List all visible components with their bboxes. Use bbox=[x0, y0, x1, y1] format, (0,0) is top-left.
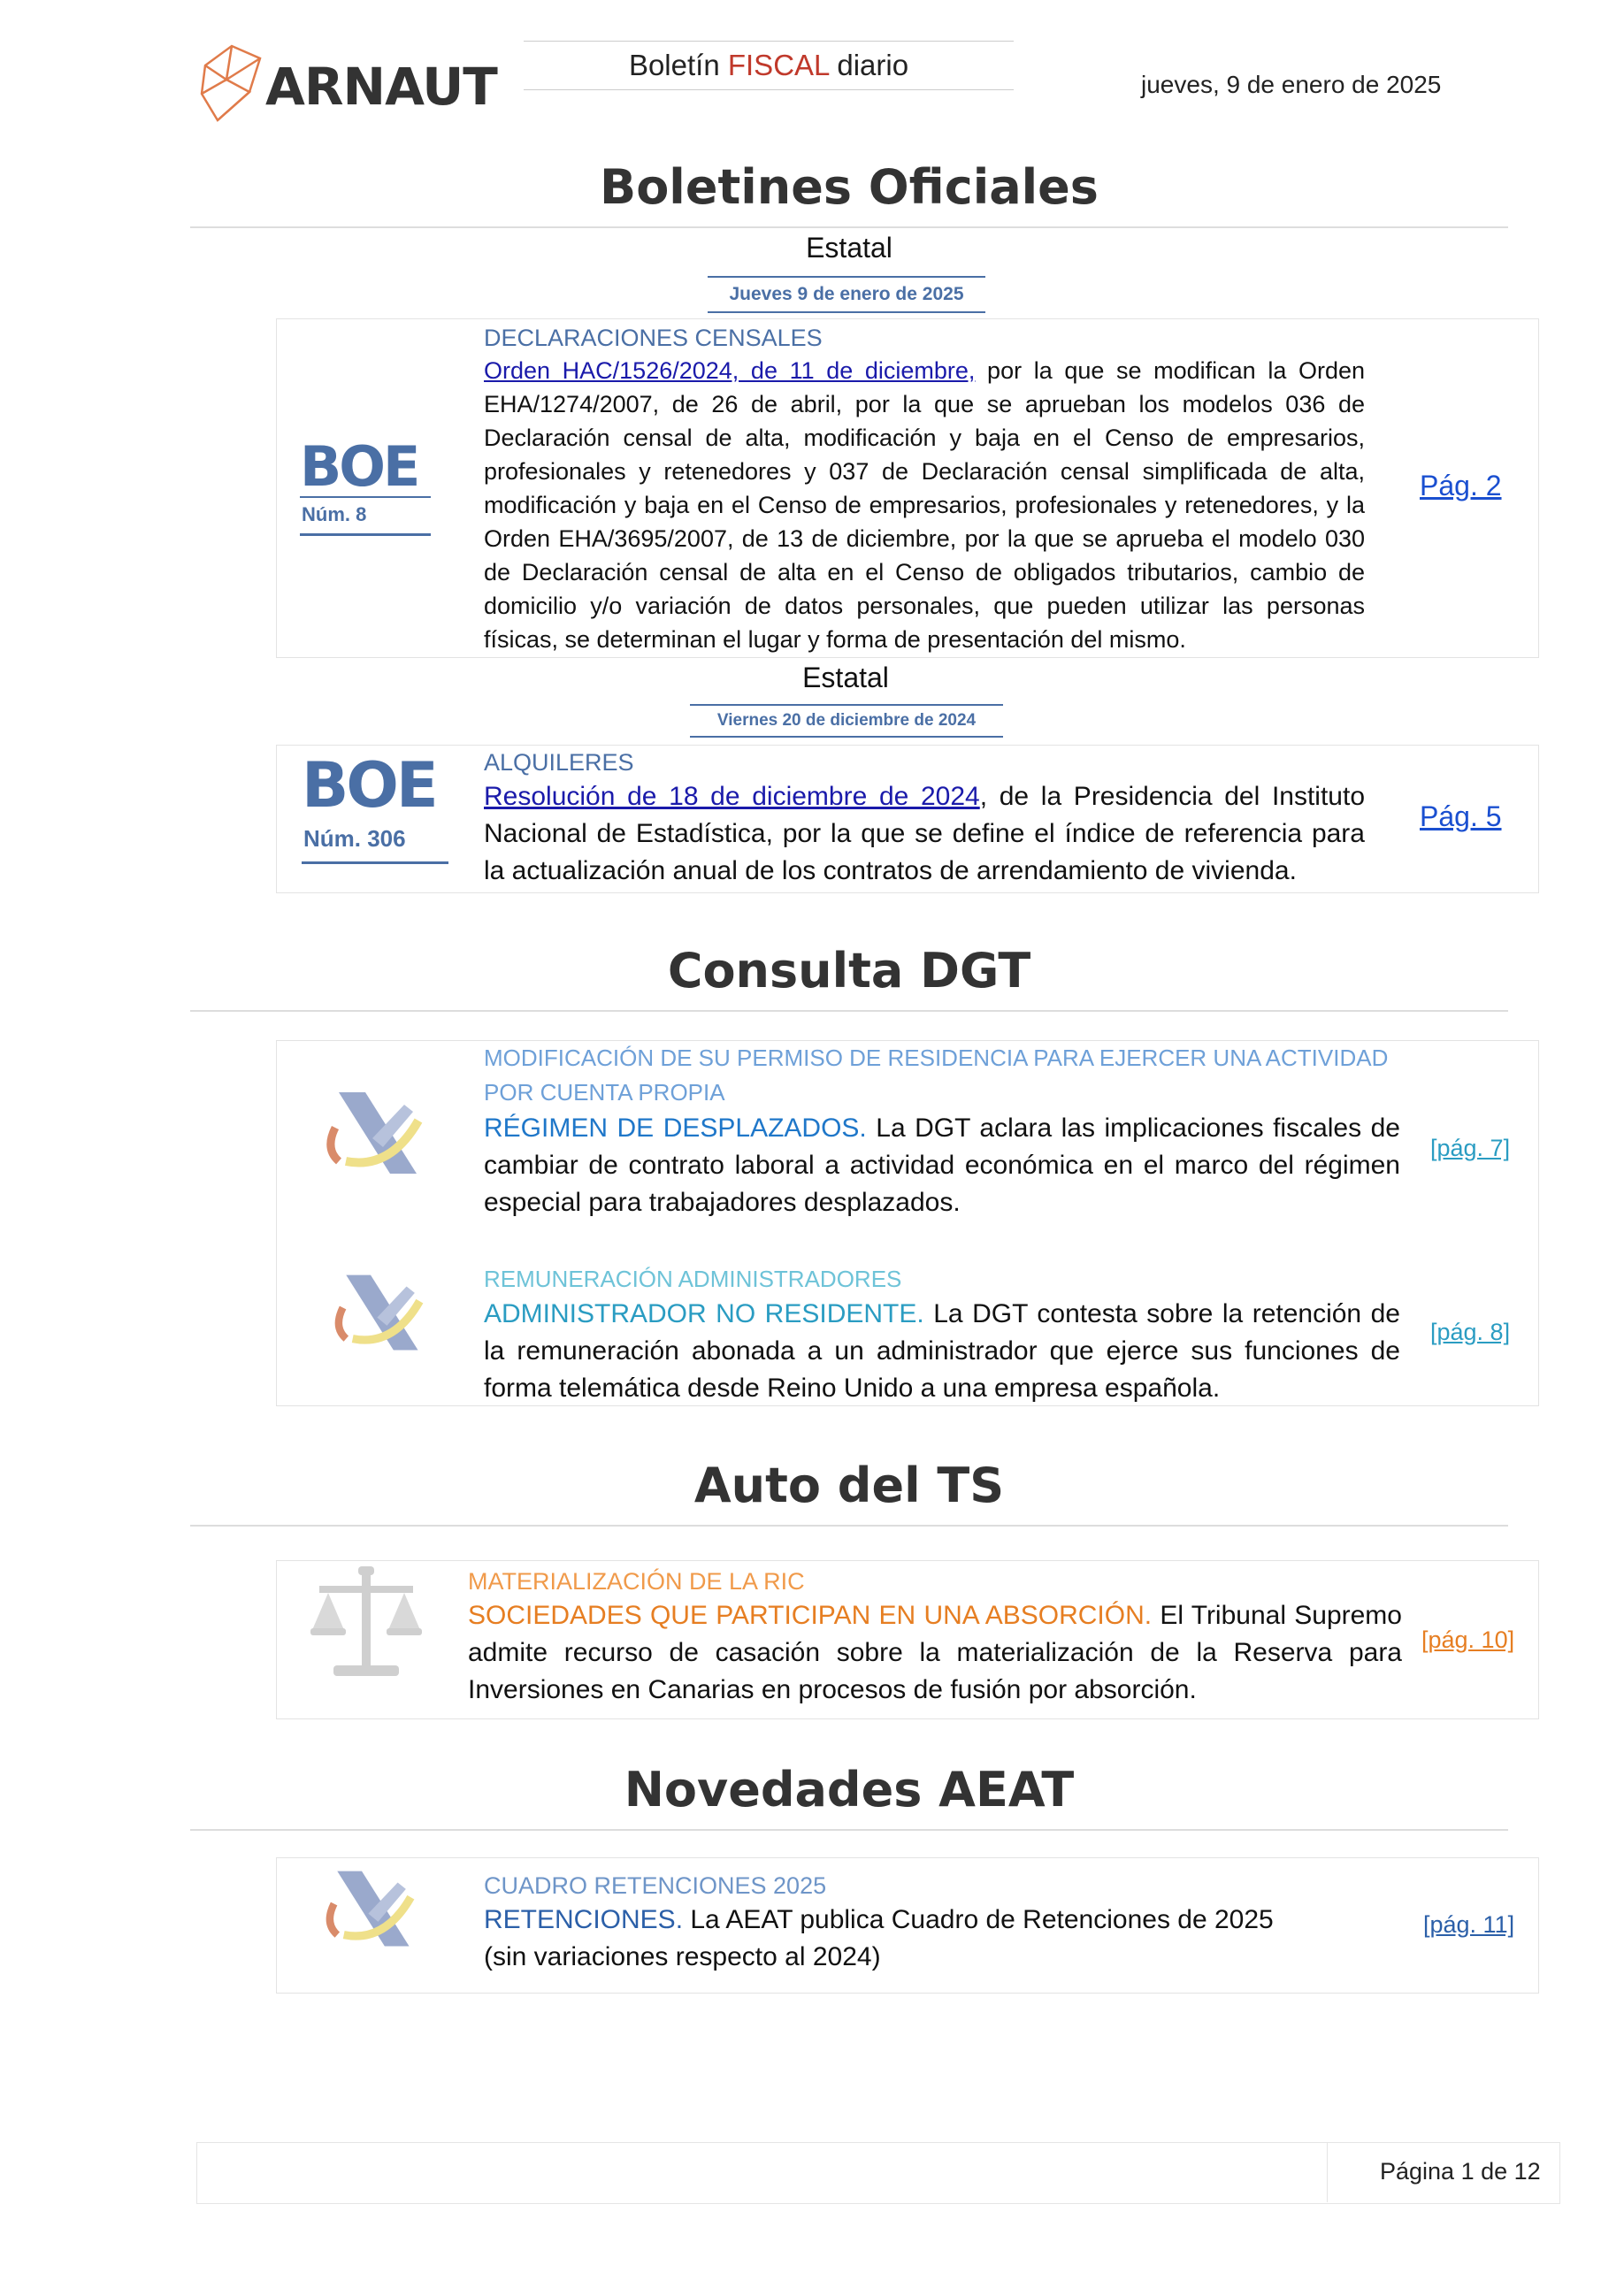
entry-text bbox=[484, 354, 1365, 656]
boe-card-2 bbox=[276, 745, 1539, 893]
section-rule bbox=[190, 1525, 1508, 1527]
entry-text bbox=[484, 1902, 1400, 1976]
scales-icon bbox=[307, 1563, 425, 1681]
entry-description: , de la Presidencia del Instituto Nacional de Estadística, por la que se define el índice de referencia para la actualización anual de los contratos de arrendamiento de vivienda. bbox=[484, 782, 1365, 886]
entry-note: (sin variaciones respecto al 2024) bbox=[484, 1942, 881, 1972]
entry-description: La AEAT publica Cuadro de Retenciones de 2025 bbox=[683, 1905, 1274, 1935]
page-number: Página 1 de 12 bbox=[1380, 2158, 1541, 2185]
entry-description: por la que se modifican la Orden EHA/1274/2007, de 26 de abril, por la que se aprueban los modelos 036 de Declaración censal de alta, modificación y baja en el Censo de empresarios, profesionales y retenedores y 037 de Declaración censal simplificada de alta, modificación y baja en el Censo de empresarios, profesionales y retenedores, y la Orden EHA/3695/2007, de 13 de diciembre, por la que se aprueba el modelo 030 de Declaración censal de alta en el Censo de obligados tributarios, cambio de domicilio y/o variación de datos personales, que pueden utilizar las personas físicas, se determinan el lugar y forma de presentación del mismo. bbox=[484, 357, 1365, 654]
ts-content bbox=[468, 1566, 1402, 1709]
boe-logo-icon: BOE bbox=[300, 434, 418, 499]
category-label: ALQUILERES bbox=[484, 749, 634, 776]
category-label: DECLARACIONES CENSALES bbox=[484, 325, 823, 351]
entry-text bbox=[484, 778, 1365, 890]
resolution-link[interactable]: Resolución de 18 de diciembre de 2024 bbox=[484, 782, 980, 812]
page-link-10[interactable]: [pág. 10] bbox=[1421, 1626, 1515, 1653]
date-tag-2: Viernes 20 de diciembre de 2024 bbox=[690, 704, 1003, 738]
bulletin-accent: FISCAL bbox=[727, 49, 830, 81]
dgt-item-2 bbox=[484, 1262, 1400, 1407]
section-rule bbox=[190, 1829, 1508, 1831]
category-label: CUADRO RETENCIONES 2025 bbox=[484, 1872, 827, 1899]
bulletin-title bbox=[524, 41, 1014, 90]
boe-logo-icon: BOE bbox=[302, 749, 436, 822]
boe-content-2 bbox=[484, 747, 1365, 890]
entry-description: La DGT aclara las implicaciones fiscales de cambiar de contrato laboral a actividad económica en el marco del régimen especial para trabajadores desplazados. bbox=[484, 1114, 1400, 1217]
section-title-boletines: Boletines Oficiales bbox=[600, 159, 1099, 215]
headline: RÉGIMEN DE DESPLAZADOS. bbox=[484, 1114, 867, 1143]
category-label: MODIFICACIÓN DE SU PERMISO DE RESIDENCIA PARA EJERCER UNA ACTIVIDAD POR CUENTA PROPIA bbox=[484, 1045, 1389, 1106]
aeat-content bbox=[484, 1871, 1400, 1976]
aeat-card bbox=[276, 1857, 1539, 1994]
section-title-aeat: Novedades AEAT bbox=[624, 1762, 1075, 1818]
boe-logo bbox=[300, 434, 431, 536]
boe-content-1 bbox=[484, 323, 1365, 656]
footer-box bbox=[196, 2142, 1560, 2204]
entry-text bbox=[484, 1296, 1400, 1407]
order-link[interactable]: Orden HAC/1526/2024, de 11 de diciembre, bbox=[484, 357, 976, 385]
boe-card-1 bbox=[276, 318, 1539, 658]
category-label: MATERIALIZACIÓN DE LA RIC bbox=[468, 1568, 805, 1595]
entry-text bbox=[468, 1597, 1402, 1709]
boe-number: Núm. 306 bbox=[302, 820, 448, 864]
bulletin-prefix: Boletín bbox=[628, 49, 728, 81]
aeat-logo-icon bbox=[319, 1085, 434, 1182]
date-tag-1: Jueves 9 de enero de 2025 bbox=[708, 276, 985, 313]
footer-divider bbox=[1327, 2142, 1328, 2202]
page-link-2[interactable]: Pág. 2 bbox=[1420, 470, 1502, 501]
bulletin-suffix: diario bbox=[829, 49, 909, 81]
boe-logo bbox=[302, 749, 448, 864]
ts-card bbox=[276, 1560, 1539, 1719]
arnaut-logo bbox=[196, 39, 497, 129]
entry-text bbox=[484, 1110, 1400, 1221]
arnaut-logo-icon bbox=[196, 39, 267, 127]
page-link-7[interactable]: [pág. 7] bbox=[1430, 1135, 1511, 1161]
page-link-5[interactable]: Pág. 5 bbox=[1420, 800, 1502, 832]
section-rule bbox=[190, 1010, 1508, 1012]
boe-number: Núm. 8 bbox=[300, 496, 431, 536]
entry-description: La DGT contesta sobre la retención de la remuneración abonada a un administrador que ejerce sus funciones de forma telemática desde Reino Unido a una empresa española. bbox=[484, 1299, 1400, 1403]
aeat-logo-icon bbox=[328, 1267, 434, 1359]
headline: ADMINISTRADOR NO RESIDENTE. bbox=[484, 1299, 924, 1328]
dgt-item-1 bbox=[484, 1041, 1400, 1221]
section-rule bbox=[190, 226, 1508, 228]
aeat-logo-icon bbox=[319, 1864, 425, 1955]
scope-title-1: Estatal bbox=[806, 232, 892, 264]
entry-description: El Tribunal Supremo admite recurso de casación sobre la materialización de la Reserva para Inversiones en Canarias en procesos de fusión por absorción. bbox=[468, 1601, 1402, 1705]
headline: SOCIEDADES QUE PARTICIPAN EN UNA ABSORCIÓN. bbox=[468, 1601, 1153, 1631]
logo-wordmark: ARNAUT bbox=[265, 57, 497, 117]
headline: RETENCIONES. bbox=[484, 1905, 684, 1935]
category-label: REMUNERACIÓN ADMINISTRADORES bbox=[484, 1266, 902, 1292]
header-date: jueves, 9 de enero de 2025 bbox=[1141, 71, 1442, 98]
page-link-11[interactable]: [pág. 11] bbox=[1423, 1911, 1515, 1938]
scope-title-2: Estatal bbox=[802, 662, 889, 693]
dgt-card bbox=[276, 1040, 1539, 1406]
section-title-ts: Auto del TS bbox=[693, 1458, 1005, 1513]
page-link-8[interactable]: [pág. 8] bbox=[1430, 1319, 1511, 1345]
section-title-dgt: Consulta DGT bbox=[667, 943, 1031, 999]
